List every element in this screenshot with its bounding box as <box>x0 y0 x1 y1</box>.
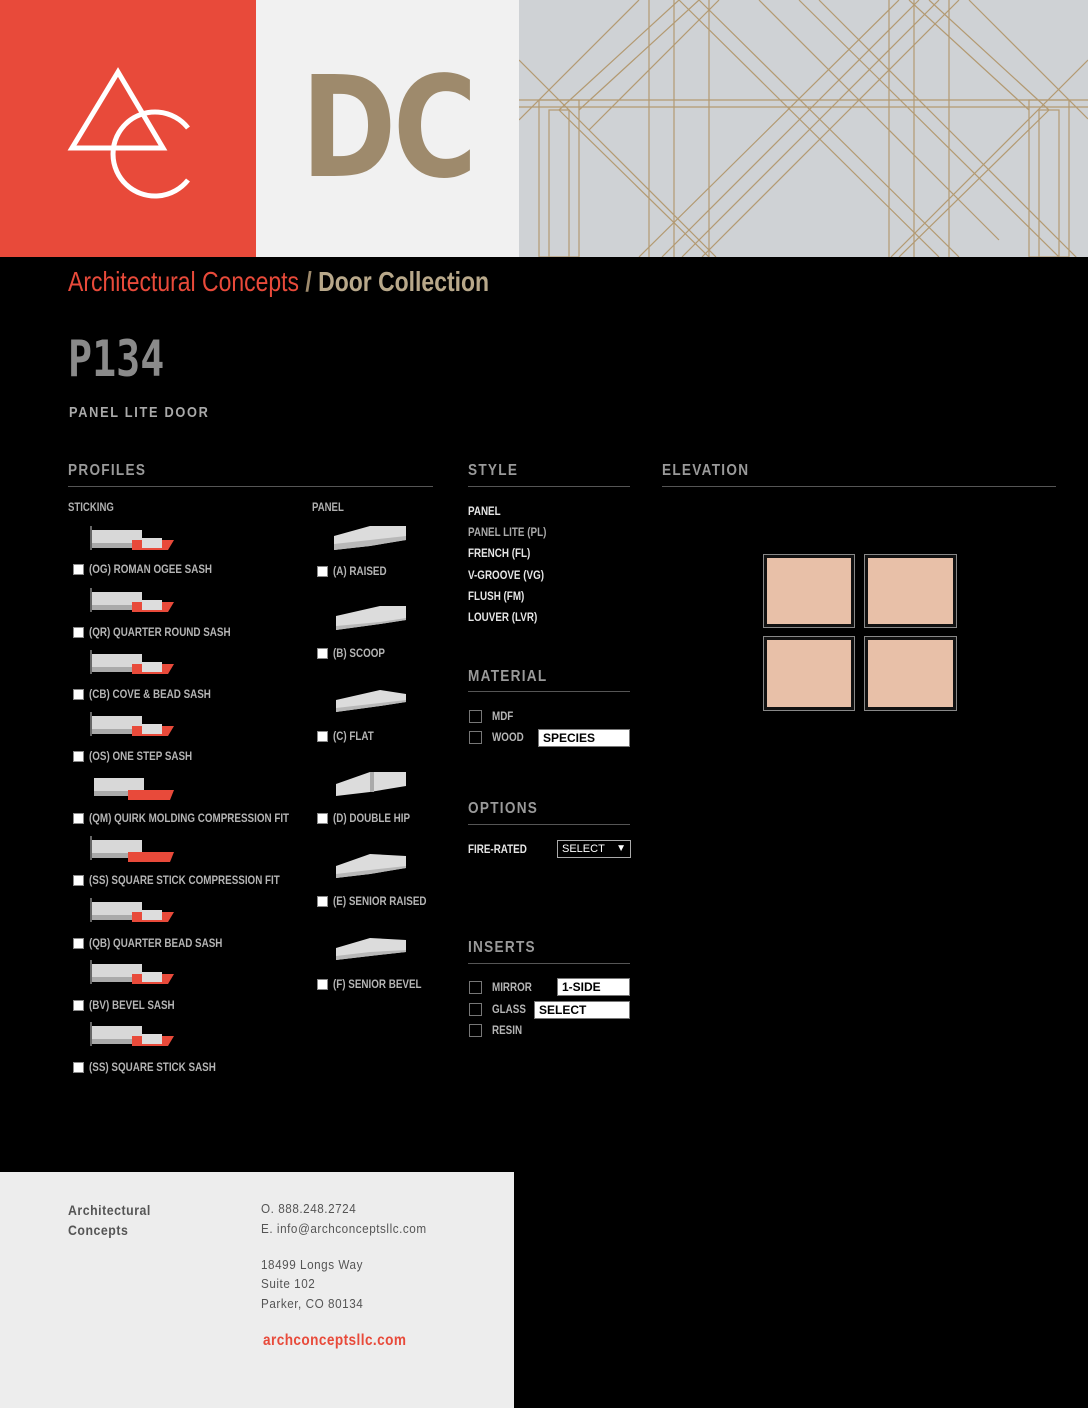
material-option-mdf[interactable] <box>469 709 518 723</box>
panel-option-senior-raised[interactable] <box>317 894 447 908</box>
profiles-title: PROFILES <box>68 462 147 479</box>
style-divider <box>468 486 630 487</box>
options-title: OPTIONS <box>468 800 539 817</box>
footer-address-line2: Suite 102 <box>261 1276 316 1291</box>
option-label: RESIN <box>492 1023 523 1037</box>
checkbox[interactable] <box>73 689 84 700</box>
sticking-option-ss-cf[interactable] <box>73 873 322 887</box>
footer-phone: O. 888.248.2724 <box>261 1201 357 1216</box>
checkbox[interactable] <box>317 648 328 659</box>
select-value: SELECT <box>562 843 605 855</box>
checkbox[interactable] <box>469 981 482 994</box>
sticking-option-qm[interactable] <box>73 811 333 825</box>
brand-company: Architectural Concepts <box>68 266 299 297</box>
dc-badge <box>256 0 519 257</box>
checkbox[interactable] <box>73 938 84 949</box>
material-divider <box>468 691 630 692</box>
brand-collection: Door Collection <box>318 266 490 297</box>
option-label: (QM) QUIRK MOLDING COMPRESSION FIT <box>89 811 290 825</box>
footer-company-line1: Architectural <box>68 1202 151 1218</box>
sticking-option-ss[interactable] <box>73 1060 244 1074</box>
elevation-title: ELEVATION <box>662 462 750 479</box>
checkbox[interactable] <box>469 1003 482 1016</box>
checkbox[interactable] <box>73 1062 84 1073</box>
panel-option-raised[interactable] <box>317 564 398 578</box>
checkbox[interactable] <box>469 731 482 744</box>
sticking-profile-ss-icon <box>88 1022 178 1052</box>
footer-address-line3: Parker, CO 80134 <box>261 1296 364 1311</box>
sticking-option-os[interactable] <box>73 749 215 763</box>
geometric-pattern-icon <box>519 0 1088 257</box>
option-label: (A) RAISED <box>333 564 387 578</box>
panel-profile-double-hip-icon <box>330 768 420 798</box>
style-item-french[interactable]: FRENCH (FL) <box>468 546 531 560</box>
panel-profile-flat-icon <box>330 686 420 716</box>
ac-logo-icon <box>0 0 256 257</box>
chevron-down-icon: ▼ <box>616 843 626 854</box>
insert-option-glass[interactable] <box>469 1002 533 1016</box>
sticking-profile-qr-icon <box>88 588 178 618</box>
option-label: (SS) SQUARE STICK SASH <box>89 1060 216 1074</box>
header-pattern <box>519 0 1088 257</box>
panel-option-flat[interactable] <box>317 729 383 743</box>
style-title: STYLE <box>468 462 519 479</box>
insert-option-resin[interactable] <box>469 1023 529 1037</box>
option-label: (BV) BEVEL SASH <box>89 998 175 1012</box>
sticking-profile-og-icon <box>88 526 178 556</box>
footer-email[interactable]: E. info@archconceptsllc.com <box>261 1221 427 1236</box>
footer-company <box>68 1200 151 1240</box>
option-label: (D) DOUBLE HIP <box>333 811 411 825</box>
option-label: (B) SCOOP <box>333 646 385 660</box>
sticking-option-cb[interactable] <box>73 687 238 701</box>
footer-address-line1: 18499 Longs Way <box>261 1257 363 1272</box>
sticking-option-og[interactable] <box>73 562 239 576</box>
checkbox[interactable] <box>73 1000 84 1011</box>
checkbox[interactable] <box>73 875 84 886</box>
inserts-divider <box>468 963 630 964</box>
species-field[interactable]: SPECIES <box>538 729 630 747</box>
sticking-profile-qm-icon <box>88 774 178 804</box>
panel-label: PANEL <box>312 500 344 514</box>
checkbox[interactable] <box>317 979 328 990</box>
panel-option-senior-bevel[interactable] <box>317 977 441 991</box>
option-label: (C) FLAT <box>333 729 374 743</box>
sticking-option-qr[interactable] <box>73 625 262 639</box>
brand-separator: / <box>305 266 312 297</box>
logo-block <box>0 0 256 257</box>
glass-pane <box>865 555 956 627</box>
checkbox[interactable] <box>73 564 84 575</box>
footer-company-line2: Concepts <box>68 1222 129 1238</box>
panel-profile-scoop-icon <box>330 602 420 632</box>
checkbox[interactable] <box>469 710 482 723</box>
profiles-divider <box>68 486 433 487</box>
option-label: (QB) QUARTER BEAD SASH <box>89 936 223 950</box>
elevation-divider <box>662 486 1056 487</box>
door-elevation <box>762 553 958 712</box>
checkbox[interactable] <box>317 566 328 577</box>
glass-field[interactable]: SELECT <box>534 1001 630 1019</box>
checkbox[interactable] <box>73 627 84 638</box>
sticking-profile-bv-icon <box>88 960 178 990</box>
checkbox[interactable] <box>317 896 328 907</box>
option-label: MIRROR <box>492 980 532 994</box>
option-label: (QR) QUARTER ROUND SASH <box>89 625 231 639</box>
option-label: (E) SENIOR RAISED <box>333 894 427 908</box>
style-item-louver[interactable]: LOUVER (LVR) <box>468 610 538 624</box>
sticking-option-bv[interactable] <box>73 998 193 1012</box>
checkbox[interactable] <box>73 751 84 762</box>
options-divider <box>468 824 630 825</box>
option-label: GLASS <box>492 1002 526 1016</box>
fire-rated-select[interactable] <box>557 840 631 858</box>
panel-profile-raised-icon <box>330 522 420 552</box>
insert-option-mirror[interactable] <box>469 980 541 994</box>
style-item-panel[interactable]: PANEL <box>468 504 501 518</box>
checkbox[interactable] <box>317 813 328 824</box>
option-label: MDF <box>492 709 514 723</box>
style-item-flush[interactable]: FLUSH (FM) <box>468 589 525 603</box>
inserts-title: INSERTS <box>468 939 536 956</box>
checkbox[interactable] <box>73 813 84 824</box>
option-label: (F) SENIOR BEVEL <box>333 977 422 991</box>
option-label: (OS) ONE STEP SASH <box>89 749 193 763</box>
sticking-profile-ss-cf-icon <box>88 836 178 866</box>
glass-pane <box>764 555 854 627</box>
option-label: (SS) SQUARE STICK COMPRESSION FIT <box>89 873 280 887</box>
brand-line <box>68 266 489 298</box>
sticking-profile-qb-icon <box>88 898 178 928</box>
sticking-option-qb[interactable] <box>73 936 252 950</box>
checkbox[interactable] <box>317 731 328 742</box>
sticking-profile-cb-icon <box>88 650 178 680</box>
sticking-profile-os-icon <box>88 712 178 742</box>
option-label: (CB) COVE & BEAD SASH <box>89 687 211 701</box>
panel-profile-senior-bevel-icon <box>330 934 420 964</box>
product-type: PANEL LITE DOOR <box>69 404 210 421</box>
glass-pane <box>764 637 854 710</box>
sticking-label: STICKING <box>68 500 114 514</box>
page-title: P134 <box>68 330 165 388</box>
panel-profile-senior-raised-icon <box>330 850 420 880</box>
style-item-v-groove[interactable]: V-GROOVE (VG) <box>468 568 545 582</box>
dc-text: DC <box>301 47 474 210</box>
panel-option-scoop[interactable] <box>317 646 396 660</box>
mirror-field[interactable]: 1-SIDE <box>557 978 630 996</box>
material-option-wood[interactable] <box>469 730 531 744</box>
option-label: WOOD <box>492 730 524 744</box>
material-title: MATERIAL <box>468 668 548 685</box>
option-label: (OG) ROMAN OGEE SASH <box>89 562 213 576</box>
footer-website-link[interactable]: archconceptsllc.com <box>263 1332 407 1349</box>
checkbox[interactable] <box>469 1024 482 1037</box>
panel-option-double-hip[interactable] <box>317 811 427 825</box>
fire-rated-label: FIRE-RATED <box>468 842 527 856</box>
glass-pane <box>865 637 956 710</box>
style-item-panel-lite[interactable]: PANEL LITE (PL) <box>468 525 547 539</box>
